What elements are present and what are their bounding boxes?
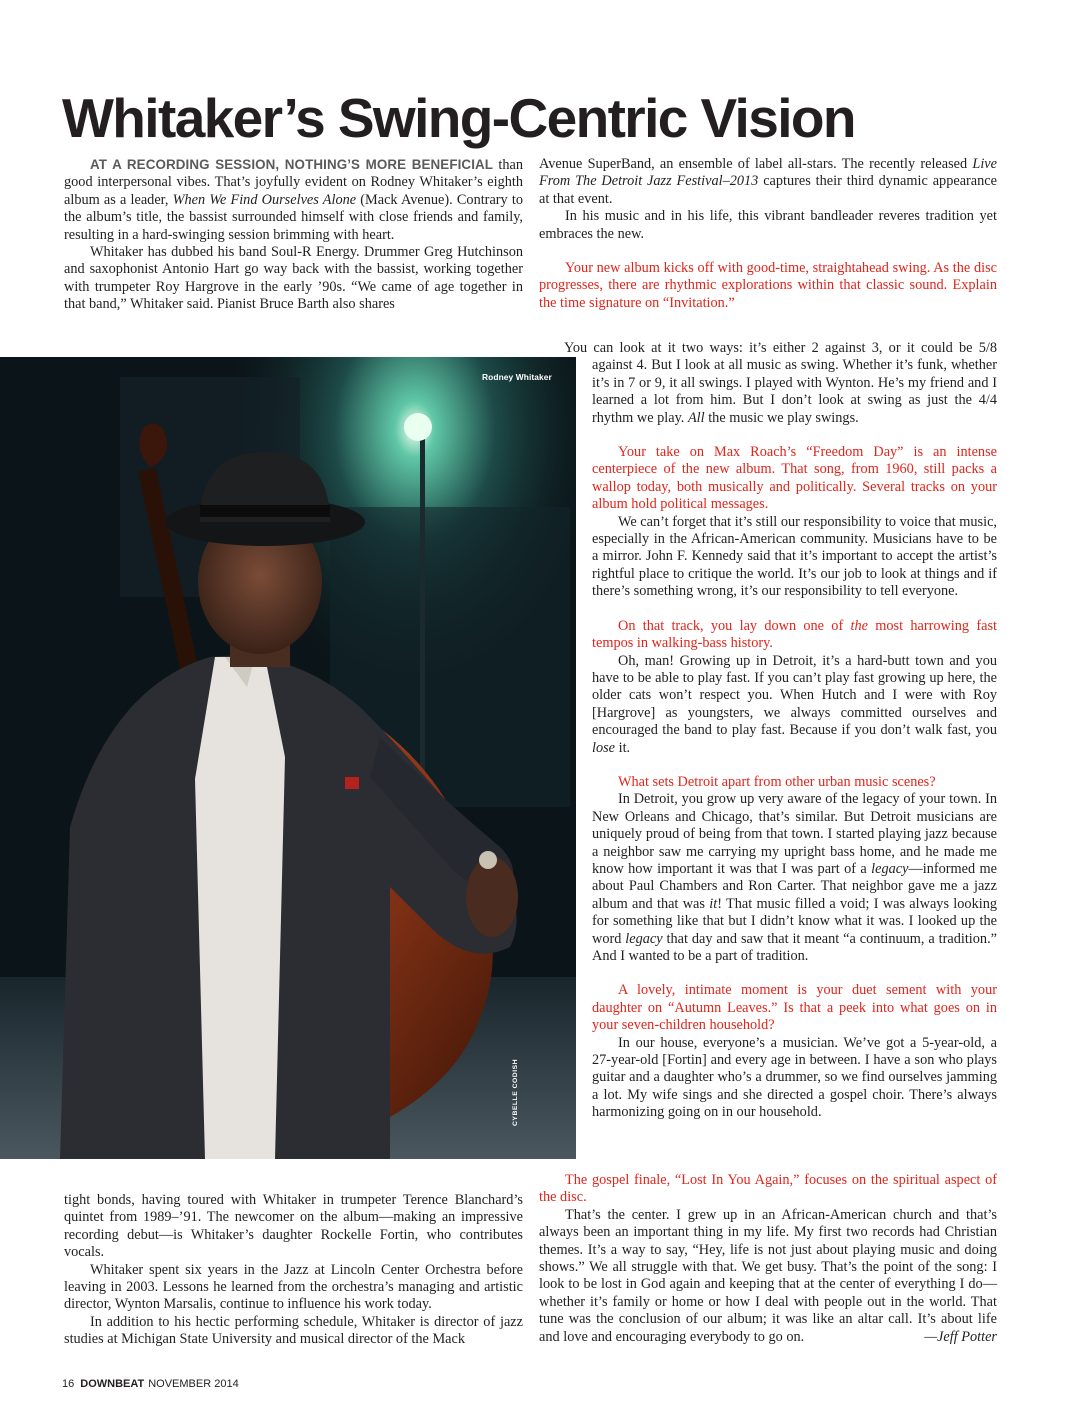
body-paragraph: Whitaker spent six years in the Jazz at Lincoln Center Orchestra before leaving in 2003. Lessons he learned from the orchestra’s managing and artistic director, Wynton Marsalis, continue to influence his work today. xyxy=(64,1261,523,1313)
interview-question: Your take on Max Roach’s “Freedom Day” is an intense centerpiece of the new album. That song, from 1960, still packs a wallop today, both musically and politically. Several tracks on your album hold political messages. xyxy=(592,444,997,513)
text-span: it. xyxy=(615,739,631,756)
interview-answer xyxy=(592,653,997,757)
article-title: Whitaker’s Swing-Centric Vision xyxy=(62,87,855,149)
body-paragraph: In addition to his hectic performing schedule, Whitaker is director of jazz studies at Michigan State University and musical director of the Mack xyxy=(64,1313,523,1348)
intro-paragraph xyxy=(64,156,523,244)
emphasis: legacy xyxy=(625,930,663,947)
photo-rodney-whitaker xyxy=(0,357,576,1159)
text-span: ! That music filled a void; I was always looking for something like that but I didn’t know what it was. I looked up the word xyxy=(592,895,997,947)
interview-answer xyxy=(564,340,997,427)
emphasis: the xyxy=(850,617,868,634)
text-span: Avenue SuperBand, an ensemble of label all-stars. The recently released xyxy=(539,156,973,172)
interview-question: The gospel finale, “Lost In You Again,” focuses on the spiritual aspect of the disc. xyxy=(539,1172,997,1206)
text-span: Oh, man! Growing up in Detroit, it’s a hard-butt town and you have to be able to play fast. If you can’t play fast growing up here, the older cats won’t respect you. When Hutch and I were with Roy [Hargrove] as youngsters, we always committed ourselves and encouraged the band to play fast. Because if you don’t walk fast, you xyxy=(592,652,997,739)
text-span: that day and saw that it meant “a continuum, a tradition.” And I wanted to be a part of tradition. xyxy=(592,930,997,964)
interview-answer: In our house, everyone’s a musician. We’ve got a 5-year-old, a 27-year-old [Fortin] and every age in between. I have a son who plays guitar and a daughter who’s a drummer, so we find ourselves jamming a lot. My wife sings and she directed a gospel choir. There’s always harmonizing going on in our household. xyxy=(592,1034,997,1121)
emphasis: All xyxy=(687,409,705,426)
interview-question: What sets Detroit apart from other urban music scenes? xyxy=(618,773,936,790)
text-span: You can look at it two ways: it’s either 2 against 3, or it could be 5/8 against 4. But I look at all music as swing. Whether it’s funk, whether it’s in 7 or 9, it all swings. I played with Wynton. He’s my friend and I learned a lot from him. But I don’t look at swing as just the 4/4 rhythm we play. xyxy=(564,340,997,426)
text-span: the music we play swings. xyxy=(704,409,859,426)
text-span: most harrowing fast tempos in walking-bass history. xyxy=(592,617,997,652)
magazine-name: DOWNBEAT xyxy=(80,1378,145,1390)
interview-answer xyxy=(539,1207,997,1346)
interview-question: A lovely, intimate moment is your duet sement with your daughter on “Autumn Leaves.” Is that a peek into what goes on in your seven-children household? xyxy=(592,982,997,1034)
body-paragraph: Whitaker has dubbed his band Soul-R Energy. Drummer Greg Hutchinson and saxophonist Antonio Hart go way back with the bassist, working together with trumpeter Roy Hargrove in the early ’90s. “We came of age together in that band,” Whitaker said. Pianist Bruce Barth also shares xyxy=(64,244,523,313)
body-paragraph: tight bonds, having toured with Whitaker in trumpeter Terence Blanchard’s quintet from 1989–’91. The newcomer on the album—making an impressive recording debut—is Whitaker’s daughter Rockelle Fortin, who contributes vocals. xyxy=(64,1192,523,1261)
emphasis: lose xyxy=(592,739,616,756)
lead-in-caps: AT A RECORDING SESSION, NOTHING’S MORE BENEFICIAL xyxy=(90,157,494,172)
intro-text-1: than good interpersonal vibes. That’s joyfully evident on Rodney Whitaker’s eighth album as a leader, xyxy=(64,157,523,208)
album-title: When We Find Ourselves Alone xyxy=(172,191,357,208)
column-2-middle xyxy=(564,340,997,1122)
album-title: Live From The Detroit Jazz Festival–2013 xyxy=(539,156,997,190)
interview-answer xyxy=(592,791,997,965)
photo-credit: CYBELLE CODISH xyxy=(512,1058,519,1126)
issue-date: NOVEMBER 2014 xyxy=(148,1378,239,1390)
column-1-bottom xyxy=(64,1192,523,1349)
author-signature: —Jeff Potter xyxy=(924,1328,997,1345)
emphasis: legacy xyxy=(871,860,909,877)
column-2-top xyxy=(539,156,997,312)
body-paragraph xyxy=(539,156,997,208)
interview-question xyxy=(592,618,997,653)
text-span: On that track, you lay down one of xyxy=(618,617,851,634)
interview-question: Your new album kicks off with good-time, straightahead swing. As the disc progresses, there are rhythmic explorations within that classic sound. Explain the time signature on “Invitation.” xyxy=(539,260,997,311)
text-span: —informed me about Paul Chambers and Ron Carter. That neighbor gave me a jazz album and that was xyxy=(592,860,997,912)
photo-caption: Rodney Whitaker xyxy=(482,372,552,382)
text-span: That’s the center. I grew up in an African-American church and that’s always been an important thing in my life. My first two records had Christian themes. It’s a way to say, “Hey, life is not just about playing music and doing shows.” We all struggle with that. We get busy. That’s the point of the song: I look to be lost in God again and keeping that at the center of everything I do—whether it’s family or home or how I deal with people out in the world. That tune was the conclusion of our album; it was like an altar call. It’s about life and love and encouraging everybody to go on. xyxy=(539,1206,997,1345)
intro-text-2: (Mack Avenue). Contrary to the album’s title, the bassist surrounded himself with close friends and family, resulting in a hard-swinging session brimming with heart. xyxy=(64,191,523,243)
column-2-bottom xyxy=(539,1172,997,1346)
interview-answer: We can’t forget that it’s still our responsibility to voice that music, especially in the African-American community. Musicians have to be a mirror. John F. Kennedy said that it’s important to accept the artist’s rightful place to critique the world. It’s our job to look at things and if there’s something wrong, it’s our responsibility to tell everyone. xyxy=(592,513,997,600)
portrait-illustration xyxy=(0,357,576,1159)
body-paragraph: In his music and in his life, this vibrant bandleader reveres tradition yet embraces the new. xyxy=(539,208,997,242)
emphasis: it xyxy=(709,895,718,912)
column-1-top xyxy=(64,156,523,314)
text-span: captures their third dynamic appearance at that event. xyxy=(539,173,997,207)
page-number: 16 xyxy=(62,1378,75,1390)
text-span: In Detroit, you grow up very aware of the legacy of your town. In New Orleans and Chicago, that’s similar. But Detroit musicians are uniquely proud of being from that town. I started playing jazz because a neighbor saw me carrying my upright bass home, and he made me know how important it was that I was part of a xyxy=(592,791,997,877)
page-folio xyxy=(62,1378,239,1390)
